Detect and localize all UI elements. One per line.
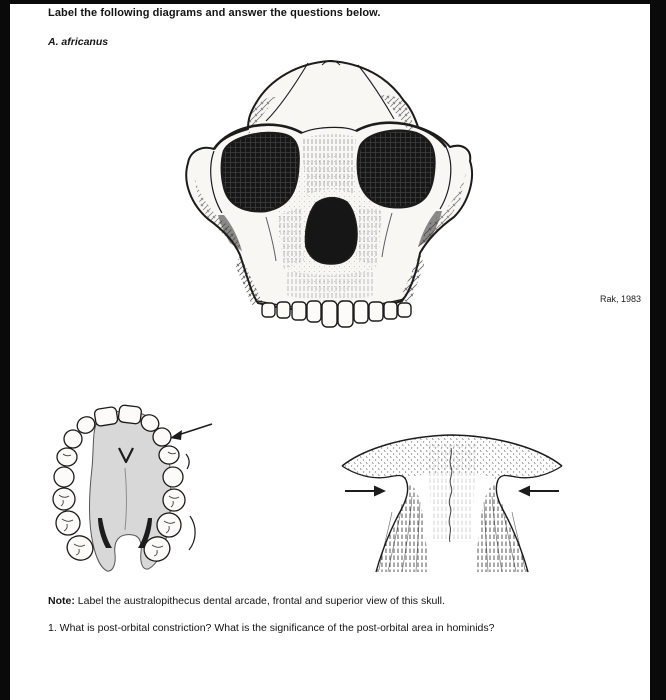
page-border-left xyxy=(0,0,10,700)
right-orbit xyxy=(358,131,435,208)
left-temporal-column xyxy=(376,480,428,572)
left-constriction-arrow xyxy=(345,486,386,497)
right-temporal-column xyxy=(476,480,528,572)
page-border-right xyxy=(650,0,666,700)
skull-frontal-illustration xyxy=(178,55,480,337)
note-label: Note: xyxy=(48,595,75,607)
instruction-text: Label the following diagrams and answer the questions below. xyxy=(48,7,381,19)
dental-arcade-arrow xyxy=(170,424,212,440)
note-text xyxy=(48,595,445,607)
dental-arcade-illustration xyxy=(40,398,240,583)
page-border-top xyxy=(0,0,666,4)
post-orbital-illustration xyxy=(332,422,572,574)
nasal-aperture xyxy=(305,198,357,264)
right-constriction-arrow xyxy=(518,486,559,497)
question-1: 1. What is post-orbital constriction? What is the significance of the post-orbital area in hominids? xyxy=(48,622,495,634)
left-orbit xyxy=(222,133,299,211)
tooth-row xyxy=(262,301,411,327)
specimen-label: A. africanus xyxy=(48,36,109,48)
figure-credit: Rak, 1983 xyxy=(600,294,642,304)
note-body: Label the australopithecus dental arcade, frontal and superior view of this skull. xyxy=(74,595,445,607)
